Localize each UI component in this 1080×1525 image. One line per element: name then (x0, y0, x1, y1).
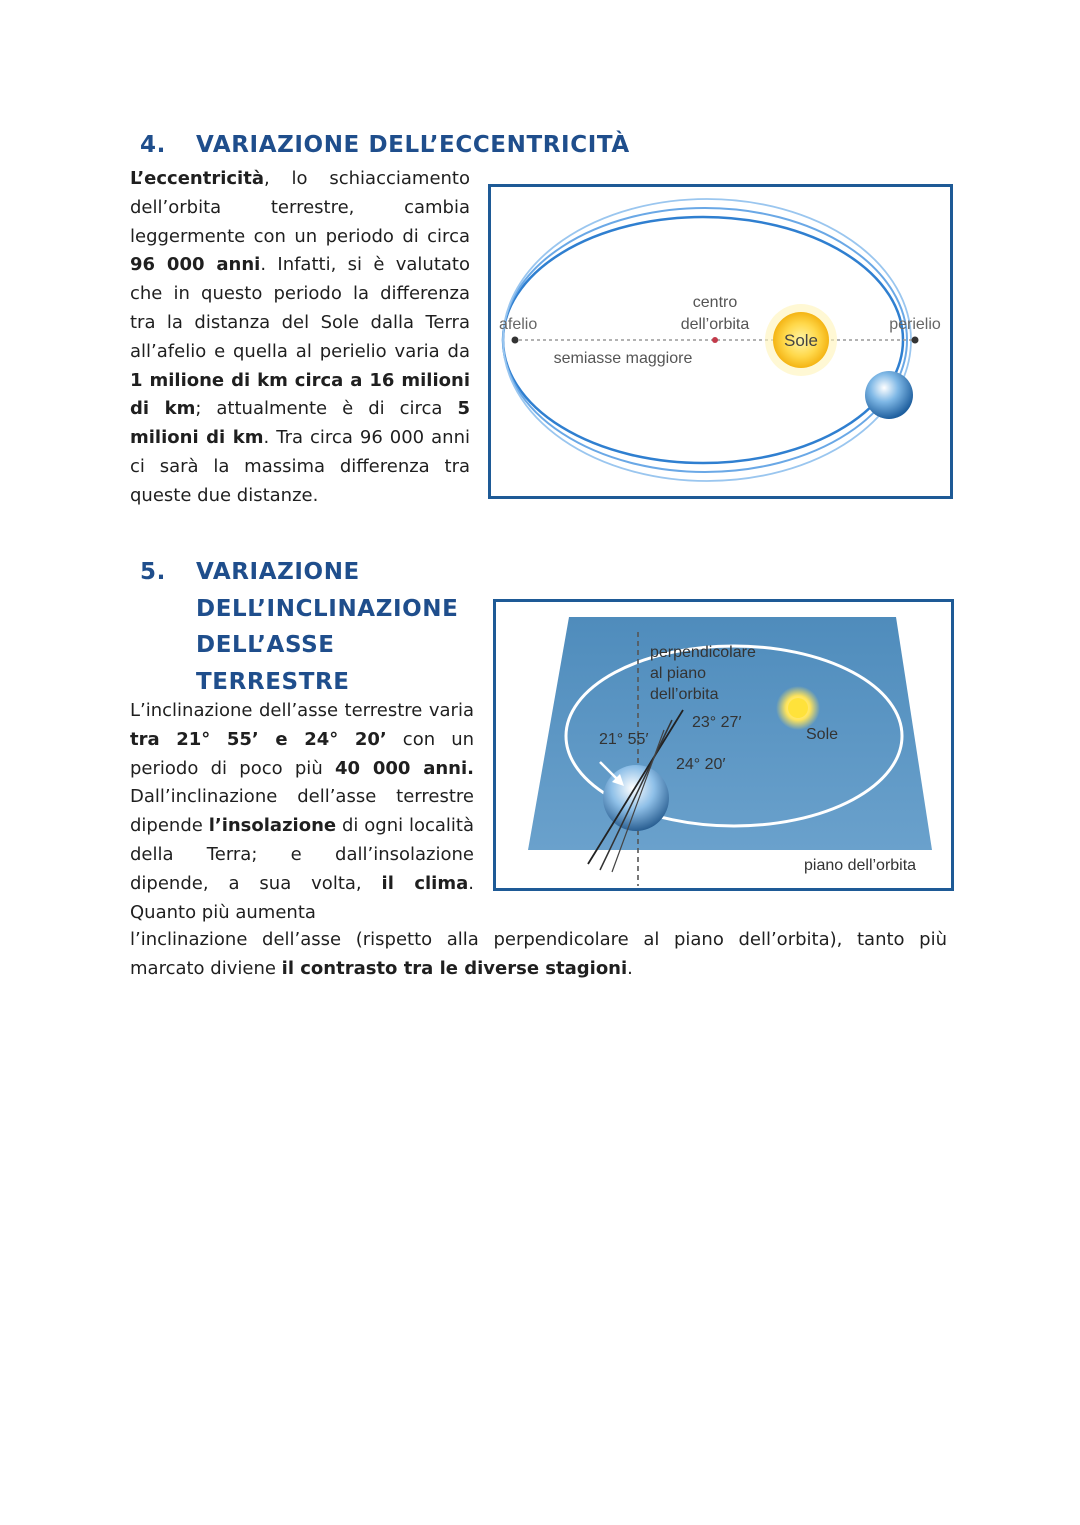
text-bold: 40 000 anni. (334, 757, 474, 779)
sun-icon (788, 698, 808, 718)
sole-label: Sole (806, 726, 839, 743)
eccentricity-diagram (491, 187, 950, 496)
text-bold: il contrasto tra le diverse stagioni (281, 957, 628, 979)
text: . Tra circa 96 000 anni ci sarà la massima differenza tra queste due distanze. (130, 427, 470, 506)
text-bold: tra 21° 55’ e 24° 20’ (130, 728, 387, 750)
section-5-heading (140, 554, 458, 700)
text: . Infatti, si è valutato che in questo periodo la differenza tra la distanza del Sole dalla Terra all’afelio e quella al perielio varia da (130, 254, 470, 362)
text-bold: 5 milioni di km (130, 398, 470, 449)
semiasse-label: semiasse maggiore (553, 350, 693, 367)
text: con un periodo di poco più (130, 728, 475, 779)
piano-label: piano dell’orbita (804, 857, 917, 874)
perpendicular-label-1: perpendicolare (650, 644, 756, 661)
text-bold: l’insolazione (208, 815, 337, 837)
angle-label-2420: 24° 20′ (676, 756, 726, 773)
perielio-label: perielio (889, 316, 941, 333)
section-5-title-line-3: DELL’ASSE (196, 632, 335, 659)
text-bold: L’eccentricità (130, 168, 264, 189)
afelio-point (512, 337, 519, 344)
section-4-paragraph (130, 165, 470, 511)
afelio-label: afelio (499, 316, 538, 333)
text: l’inclinazione dell’asse (rispetto alla perpendicolare al piano dell’orbita), tanto più marcato diviene (130, 929, 947, 979)
section-5-title-line-2: DELL’INCLINAZIONE (196, 595, 459, 622)
orbit-center-point (712, 337, 718, 343)
text: di ogni località della Terra; e dall’insolazione dipende, a sua volta, (130, 815, 474, 894)
eccentricity-figure (488, 184, 953, 499)
perpendicular-label-2: al piano (650, 665, 707, 682)
axial-tilt-figure (493, 599, 954, 891)
text-bold: 96 000 anni (130, 254, 261, 276)
section-5-number: 5. (140, 559, 166, 585)
text: . (627, 957, 633, 979)
centro-label-2: dell’orbita (680, 316, 750, 333)
axial-tilt-diagram (496, 602, 951, 888)
perpendicular-label-3: dell’orbita (650, 686, 719, 703)
section-4-number: 4. (140, 132, 166, 158)
section-5-title-line-4: TERRESTRE (196, 668, 350, 695)
text: L’inclinazione dell’asse terrestre varia (130, 700, 474, 721)
text: Dall’inclinazione dell’asse terrestre dipende (130, 786, 474, 837)
section-5-paragraph (130, 697, 474, 927)
text-bold: 1 milione di km circa a 16 milioni di km (130, 369, 470, 420)
text: , lo schiacciamento dell’orbita terrestre, cambia leggermente con un periodo di circa (130, 168, 470, 247)
centro-label-1: centro (692, 294, 738, 311)
angle-label-2155: 21° 55′ (599, 731, 649, 748)
text-bold: il clima (381, 872, 469, 894)
section-5-title-line-1: VARIAZIONE (196, 559, 360, 585)
text: ; attualmente è di circa (195, 398, 458, 420)
section-5-paragraph-continued (130, 926, 947, 984)
sole-label: Sole (783, 331, 819, 350)
section-4-heading (140, 132, 630, 158)
text: . Quanto più aumenta (130, 872, 474, 923)
perielio-point (912, 337, 919, 344)
section-4-title: VARIAZIONE DELL’ECCENTRICITÀ (196, 132, 630, 158)
angle-label-2327: 23° 27′ (692, 714, 742, 731)
earth-icon (865, 371, 913, 419)
